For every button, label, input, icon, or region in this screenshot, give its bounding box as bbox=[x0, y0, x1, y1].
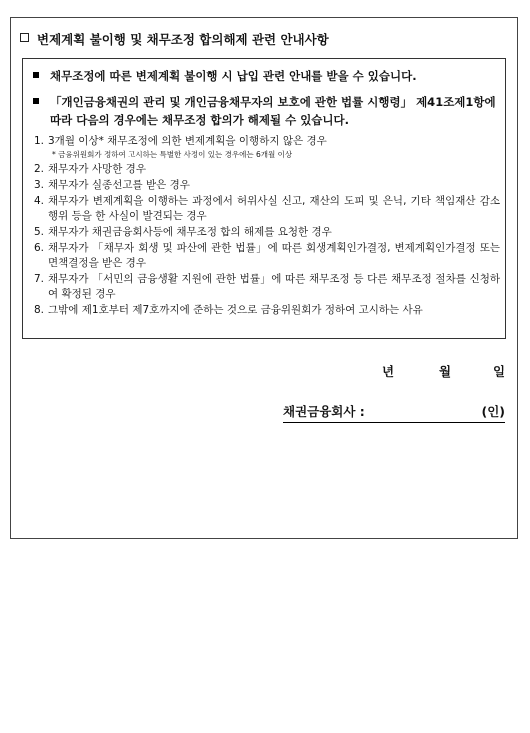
item-number: 4. bbox=[34, 195, 45, 207]
filled-square-bullet-icon bbox=[33, 98, 39, 104]
cancellation-conditions-list bbox=[34, 134, 500, 319]
item-text: 그밖에 제1호부터 제7호까지에 준하는 것으로 금융위원회가 정하여 고시하는 사유 bbox=[48, 304, 423, 316]
list-item bbox=[34, 241, 500, 271]
list-item bbox=[34, 272, 500, 302]
notice-bullet bbox=[33, 93, 499, 129]
item-number: 2. bbox=[34, 163, 45, 175]
notice-text: 채무조정에 따른 변제계획 불이행 시 납입 관련 안내를 받을 수 있습니다. bbox=[50, 69, 417, 83]
creditor-label: 채권금융회사 : bbox=[283, 404, 365, 419]
item-text: 채무자가 채권금융회사등에 채무조정 합의 해제를 요청한 경우 bbox=[48, 226, 332, 238]
seal-mark: (인) bbox=[481, 404, 505, 419]
list-item bbox=[34, 225, 500, 240]
date-day-label: 일 bbox=[493, 364, 506, 379]
notice-text: 「개인금융채권의 관리 및 개인금융채무자의 보호에 관한 법률 시행령」 제41조제1항에 따라 다음의 경우에는 채무조정 합의가 해제될 수 있습니다. bbox=[50, 95, 496, 127]
item-text: 채무자가 「서민의 금융생활 지원에 관한 법률」에 따른 채무조정 등 다른 채무조정 절차를 신청하여 확정된 경우 bbox=[48, 273, 500, 300]
section-title bbox=[20, 30, 329, 48]
square-bullet-icon bbox=[20, 33, 29, 42]
filled-square-bullet-icon bbox=[33, 72, 39, 78]
list-item bbox=[34, 178, 500, 193]
date-year-label: 년 bbox=[382, 364, 395, 379]
list-item bbox=[34, 134, 500, 161]
section-title-text: 변제계획 불이행 및 채무조정 합의해제 관련 안내사항 bbox=[37, 32, 329, 47]
item-number: 3. bbox=[34, 179, 45, 191]
list-item bbox=[34, 194, 500, 224]
item-text: 3개월 이상* 채무조정에 의한 변제계획을 이행하지 않은 경우 bbox=[48, 135, 327, 147]
item-number: 7. bbox=[34, 273, 45, 285]
list-item bbox=[34, 303, 500, 318]
item-text: 채무자가 「채무자 회생 및 파산에 관한 법률」에 따른 회생계획인가결정, 변제계획인가결정 또는 면책결정을 받은 경우 bbox=[48, 242, 500, 269]
item-text: 채무자가 실종선고를 받은 경우 bbox=[48, 179, 190, 191]
date-month-label: 월 bbox=[439, 364, 452, 379]
item-body bbox=[48, 134, 500, 161]
notice-bullet bbox=[33, 67, 417, 85]
item-number: 6. bbox=[34, 242, 45, 254]
item-number: 1. bbox=[34, 135, 45, 147]
notice-box bbox=[22, 58, 506, 339]
signature-line bbox=[283, 402, 505, 423]
item-footnote: * 금융위원회가 정하여 고시하는 특별한 사정이 있는 경우에는 6개월 이상 bbox=[52, 150, 293, 159]
item-text: 채무자가 변제계획을 이행하는 과정에서 허위사실 신고, 재산의 도피 및 은닉, 기타 책임재산 감소행위 등을 한 사실이 발견되는 경우 bbox=[48, 195, 500, 222]
item-text: 채무자가 사망한 경우 bbox=[48, 163, 146, 175]
item-number: 8. bbox=[34, 304, 45, 316]
item-number: 5. bbox=[34, 226, 45, 238]
list-item bbox=[34, 162, 500, 177]
